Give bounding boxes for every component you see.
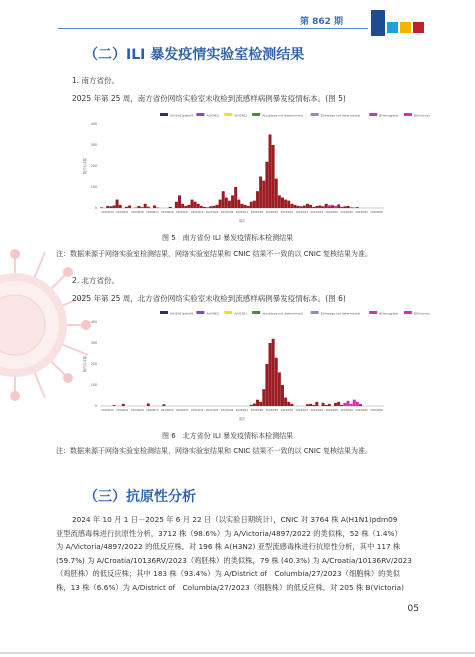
- legend-swatch: [252, 311, 260, 314]
- bar-main: [340, 207, 343, 208]
- bar-main: [250, 202, 253, 208]
- bar-main: [297, 206, 300, 208]
- bar-main: [290, 404, 293, 406]
- legend-swatch: [196, 311, 204, 314]
- bar-main: [256, 400, 259, 406]
- x-tick-label: 2019W14: [101, 409, 114, 412]
- antigen-line-4: (59.7%) 为 A/Croatia/10136RV/2023（鸡胚株）的类似株，79 株 (40.3%) 为 A/Croatia/10136RV/2023: [56, 555, 412, 565]
- section-title-ili: （二）ILI 暴发疫情实验室检测结果: [84, 47, 305, 63]
- legend-label: B(Victoria): [413, 311, 430, 316]
- bar-victoria: [331, 205, 334, 206]
- bar-main: [337, 402, 340, 406]
- bar-victoria: [334, 206, 337, 208]
- figure5-note: 注：数据来源于网络实验室检测结果，网络实验室结果和 CNIC 结果不一致的以 CNIC 复核结果为准。: [56, 250, 373, 258]
- x-tick-label: 2022W28: [250, 211, 264, 214]
- legend-swatch: [404, 113, 412, 116]
- bar-victoria: [328, 205, 331, 207]
- y-tick-label: 400: [90, 320, 97, 325]
- bar-main: [194, 202, 197, 208]
- bar-main: [237, 200, 240, 208]
- bar-main: [222, 191, 225, 208]
- bar-main: [337, 205, 340, 208]
- bar-main: [169, 207, 172, 208]
- y-tick-label: 100: [90, 185, 97, 190]
- north-text: 2025 年第 25 周，北方省份网络实验室未收检到流感样病例暴发疫情标本。(图 6): [72, 294, 346, 303]
- antigen-line-5: （鸡胚株）的低反应株；其中 183 株（93.4%）为 A/District of Columbia/27/2023（细胞株）的类似: [56, 569, 401, 578]
- bar-main: [315, 206, 318, 208]
- y-tick-label: 0: [94, 404, 97, 409]
- bar-main: [181, 204, 184, 208]
- page-number: 05: [407, 604, 419, 614]
- bar-victoria: [353, 400, 356, 406]
- chart-south-svg: [80, 110, 430, 226]
- legend-swatch: [224, 113, 232, 116]
- figure5-caption: 图 5 南方省份 ILI 暴发疫情标本检测结果: [162, 234, 294, 242]
- legend-swatch: [369, 311, 377, 314]
- y-tick-label: 300: [90, 341, 97, 346]
- legend-swatch: [160, 113, 168, 116]
- bar-main: [322, 206, 325, 208]
- bar-main: [309, 404, 312, 406]
- bar-victoria: [343, 403, 346, 406]
- legend-swatch: [224, 311, 232, 314]
- legend-label: A(subtype not determined): [262, 113, 303, 118]
- south-text: 2025 年第 25 周，南方省份网络实验室未收检到流感样病例暴发疫情标本。(图 5): [72, 94, 346, 103]
- legend-swatch: [252, 113, 260, 116]
- x-tick-label: 2019W31: [116, 409, 129, 412]
- legend-label: A(H3N2): [206, 113, 220, 118]
- x-tick-label: 2024W26: [340, 211, 353, 214]
- logo-block-yellow: [400, 22, 411, 33]
- virus-decoration-icon: [0, 250, 90, 400]
- x-tick-label: 2022W11: [235, 211, 249, 214]
- bar-main: [112, 405, 115, 406]
- x-tick-label: 2023W27: [295, 409, 309, 412]
- x-tick-label: 2020W47: [175, 409, 189, 412]
- legend-label: B(lineage not determined): [320, 113, 361, 118]
- x-tick-label: 2019W31: [116, 211, 129, 214]
- chart-south: [80, 110, 430, 226]
- bar-main: [112, 205, 115, 208]
- bar-main: [275, 358, 278, 406]
- x-tick-label: 2025W08: [370, 409, 383, 412]
- bar-main: [303, 205, 306, 208]
- x-axis-label: 周次: [238, 417, 246, 421]
- bar-main: [119, 205, 122, 208]
- y-tick-label: 0: [94, 206, 97, 211]
- y-axis-label: 阳性标本数: [83, 158, 87, 174]
- bar-main: [240, 204, 243, 208]
- bar-main: [209, 206, 212, 208]
- bottom-rule: [0, 652, 475, 654]
- bar-main: [203, 207, 206, 208]
- bar-main: [244, 205, 247, 208]
- bar-main: [306, 404, 309, 406]
- bar-main: [219, 200, 222, 208]
- bar-main: [184, 206, 187, 208]
- y-tick-label: 100: [90, 383, 97, 388]
- bar-main: [340, 405, 343, 406]
- bar-main: [162, 404, 165, 406]
- y-tick-label: 400: [90, 122, 97, 127]
- bar-main: [147, 403, 150, 406]
- bar-main: [122, 404, 125, 406]
- x-tick-label: 2023W10: [280, 409, 294, 412]
- x-tick-label: 2023W10: [280, 211, 294, 214]
- legend-label: B(Yamagata): [379, 311, 399, 316]
- bar-main: [284, 398, 287, 406]
- bar-main: [325, 405, 328, 406]
- legend-swatch: [196, 113, 204, 116]
- bar-main: [356, 207, 359, 208]
- issue-number: 第 862 期: [300, 17, 344, 27]
- bar-main: [309, 205, 312, 208]
- bar-main: [228, 201, 231, 208]
- legend-label: B(Yamagata): [379, 113, 399, 118]
- bar-main: [225, 198, 228, 209]
- bar-main: [278, 372, 281, 406]
- x-tick-label: 2019W14: [101, 211, 114, 214]
- bar-main: [253, 201, 256, 208]
- legend-swatch: [404, 311, 412, 314]
- x-tick-label: 2024W26: [340, 409, 353, 412]
- y-axis-label: 阳性标本数: [83, 356, 87, 372]
- bar-victoria: [337, 204, 340, 205]
- y-tick-label: 300: [90, 143, 97, 148]
- bar-main: [331, 206, 334, 208]
- legend-label: A(H3N2): [206, 311, 220, 316]
- bar-main: [144, 204, 147, 208]
- bar-main: [141, 207, 144, 208]
- bar-main: [191, 200, 194, 208]
- bar-main: [250, 405, 253, 406]
- bar-main: [234, 187, 237, 208]
- bar-main: [312, 405, 315, 406]
- bar-main: [215, 205, 218, 208]
- bar-victoria: [347, 401, 350, 406]
- legend-swatch: [311, 311, 319, 314]
- bar-main: [290, 204, 293, 208]
- bar-main: [206, 207, 209, 208]
- x-tick-label: 2020W30: [161, 211, 174, 214]
- bar-victoria: [356, 402, 359, 406]
- x-tick-label: 2021W46: [220, 409, 234, 412]
- bar-main: [293, 205, 296, 208]
- bar-main: [100, 207, 103, 208]
- bar-victoria: [350, 404, 353, 406]
- bar-main: [212, 206, 215, 208]
- bar-main: [262, 181, 265, 208]
- bar-main: [281, 198, 284, 209]
- antigen-line-2: 亚型流感毒株进行抗原性分析，3712 株（98.6%）为 A/Victoria/4897/2022 的类似株，52 株（1.4%）: [56, 528, 402, 538]
- bar-main: [312, 207, 315, 208]
- bar-main: [178, 195, 181, 208]
- x-tick-label: 2023W27: [295, 211, 309, 214]
- logo-block-red: [413, 22, 424, 33]
- x-tick-label: 2020W47: [175, 211, 189, 214]
- bar-main: [106, 206, 109, 208]
- header-rule: [58, 28, 368, 29]
- bar-main: [287, 201, 290, 208]
- bar-main: [128, 205, 131, 208]
- x-tick-label: 2022W45: [265, 211, 279, 214]
- bar-main: [272, 339, 275, 406]
- legend-label: A(H1N1)pdm09: [170, 311, 194, 316]
- bar-main: [262, 389, 265, 406]
- bar-main: [322, 403, 325, 406]
- north-heading: 2. 北方省份。: [72, 276, 120, 285]
- x-tick-label: 2024W43: [355, 211, 368, 214]
- x-tick-label: 2020W13: [146, 211, 159, 214]
- bar-main: [325, 204, 328, 208]
- bar-victoria: [359, 404, 362, 405]
- bar-main: [284, 200, 287, 208]
- legend-label: A(H1N1)pdm09: [170, 113, 194, 118]
- x-tick-label: 2021W46: [220, 211, 234, 214]
- bar-main: [269, 135, 272, 209]
- bar-main: [269, 343, 272, 406]
- x-tick-label: 2020W13: [146, 409, 159, 412]
- bar-main: [231, 195, 234, 208]
- logo-block-cyan: [387, 22, 398, 33]
- bar-main: [347, 206, 350, 208]
- logo-block-navy: [371, 10, 385, 36]
- x-tick-label: 2021W29: [205, 409, 219, 412]
- bar-main: [125, 207, 128, 208]
- bar-main: [259, 402, 262, 406]
- bar-main: [116, 200, 119, 208]
- x-tick-label: 2023W44: [310, 409, 323, 412]
- legend-swatch: [311, 113, 319, 116]
- bar-main: [200, 206, 203, 208]
- bar-main: [328, 207, 331, 208]
- antigen-paragraph: [56, 513, 418, 594]
- antigen-line-6: 株，13 株（6.6%）为 A/District of Columbia/27/2023（细胞株）的低反应株。对 205 株 B(Victoria): [56, 582, 404, 592]
- y-tick-label: 200: [90, 362, 97, 367]
- x-tick-label: 2023W44: [310, 211, 323, 214]
- chart-north: [80, 308, 430, 424]
- x-tick-label: 2022W28: [250, 409, 264, 412]
- bar-main: [253, 403, 256, 406]
- bar-main: [147, 207, 150, 208]
- south-heading: 1. 南方省份。: [72, 76, 120, 85]
- bar-main: [359, 405, 362, 406]
- figure6-note: 注：数据来源于网络实验室检测结果，网络实验室结果和 CNIC 结果不一致的以 CNIC 复核结果为准。: [56, 447, 373, 455]
- bar-main: [187, 205, 190, 208]
- legend-swatch: [160, 311, 168, 314]
- x-tick-label: 2024W09: [325, 211, 338, 214]
- bar-main: [137, 206, 140, 208]
- x-tick-label: 2019W48: [131, 409, 144, 412]
- bar-main: [256, 191, 259, 208]
- bar-main: [265, 364, 268, 406]
- x-tick-label: 2024W43: [355, 409, 368, 412]
- bar-main: [300, 206, 303, 208]
- x-tick-label: 2024W09: [325, 409, 338, 412]
- antigen-line-1: 2024 年 10 月 1 日－2025 年 6 月 22 日（以实验日期统计），CNIC 对 3764 株 A(H1N1)pdm09: [72, 515, 398, 524]
- antigen-line-3: 为 A/Victoria/4897/2022 的低反应株。对 196 株 A(H3N2) 亚型流感毒株进行抗原性分析，其中 117 株: [56, 542, 401, 551]
- x-tick-label: 2020W30: [161, 409, 174, 412]
- x-tick-label: 2022W45: [265, 409, 279, 412]
- legend-label: A(H1N1): [234, 113, 248, 118]
- bar-main: [281, 385, 284, 406]
- bar-main: [247, 206, 250, 208]
- bar-main: [259, 177, 262, 209]
- legend-swatch: [369, 113, 377, 116]
- y-tick-label: 200: [90, 164, 97, 169]
- bar-main: [153, 205, 156, 208]
- figure6-caption: 图 6 北方省份 ILI 暴发疫情标本检测结果: [162, 432, 294, 440]
- x-tick-label: 2021W12: [190, 409, 204, 412]
- bar-main: [272, 145, 275, 208]
- x-tick-label: 2021W12: [190, 211, 204, 214]
- bar-main: [315, 402, 318, 406]
- bar-main: [109, 206, 112, 208]
- bar-main: [318, 205, 321, 208]
- x-tick-label: 2019W48: [131, 211, 144, 214]
- bar-main: [278, 195, 281, 208]
- legend-label: A(subtype not determined): [262, 311, 303, 316]
- bar-main: [287, 402, 290, 406]
- x-tick-label: 2025W08: [370, 211, 383, 214]
- bar-main: [265, 162, 268, 208]
- bar-main: [306, 204, 309, 208]
- bar-main: [328, 404, 331, 406]
- bar-main: [275, 179, 278, 208]
- x-tick-label: 2022W11: [235, 409, 249, 412]
- bar-main: [343, 206, 346, 208]
- legend-label: B(lineage not determined): [320, 311, 361, 316]
- legend-label: A(H1N1): [234, 311, 248, 316]
- bar-main: [175, 202, 178, 208]
- bar-main: [197, 204, 200, 208]
- bar-main: [334, 403, 337, 406]
- x-tick-label: 2021W29: [205, 211, 219, 214]
- legend-label: B(Victoria): [413, 113, 430, 118]
- chart-north-svg: [80, 308, 430, 424]
- bar-main: [350, 207, 353, 208]
- x-axis-label: 周次: [238, 219, 246, 223]
- section-title-antigen: （三）抗原性分析: [84, 489, 196, 505]
